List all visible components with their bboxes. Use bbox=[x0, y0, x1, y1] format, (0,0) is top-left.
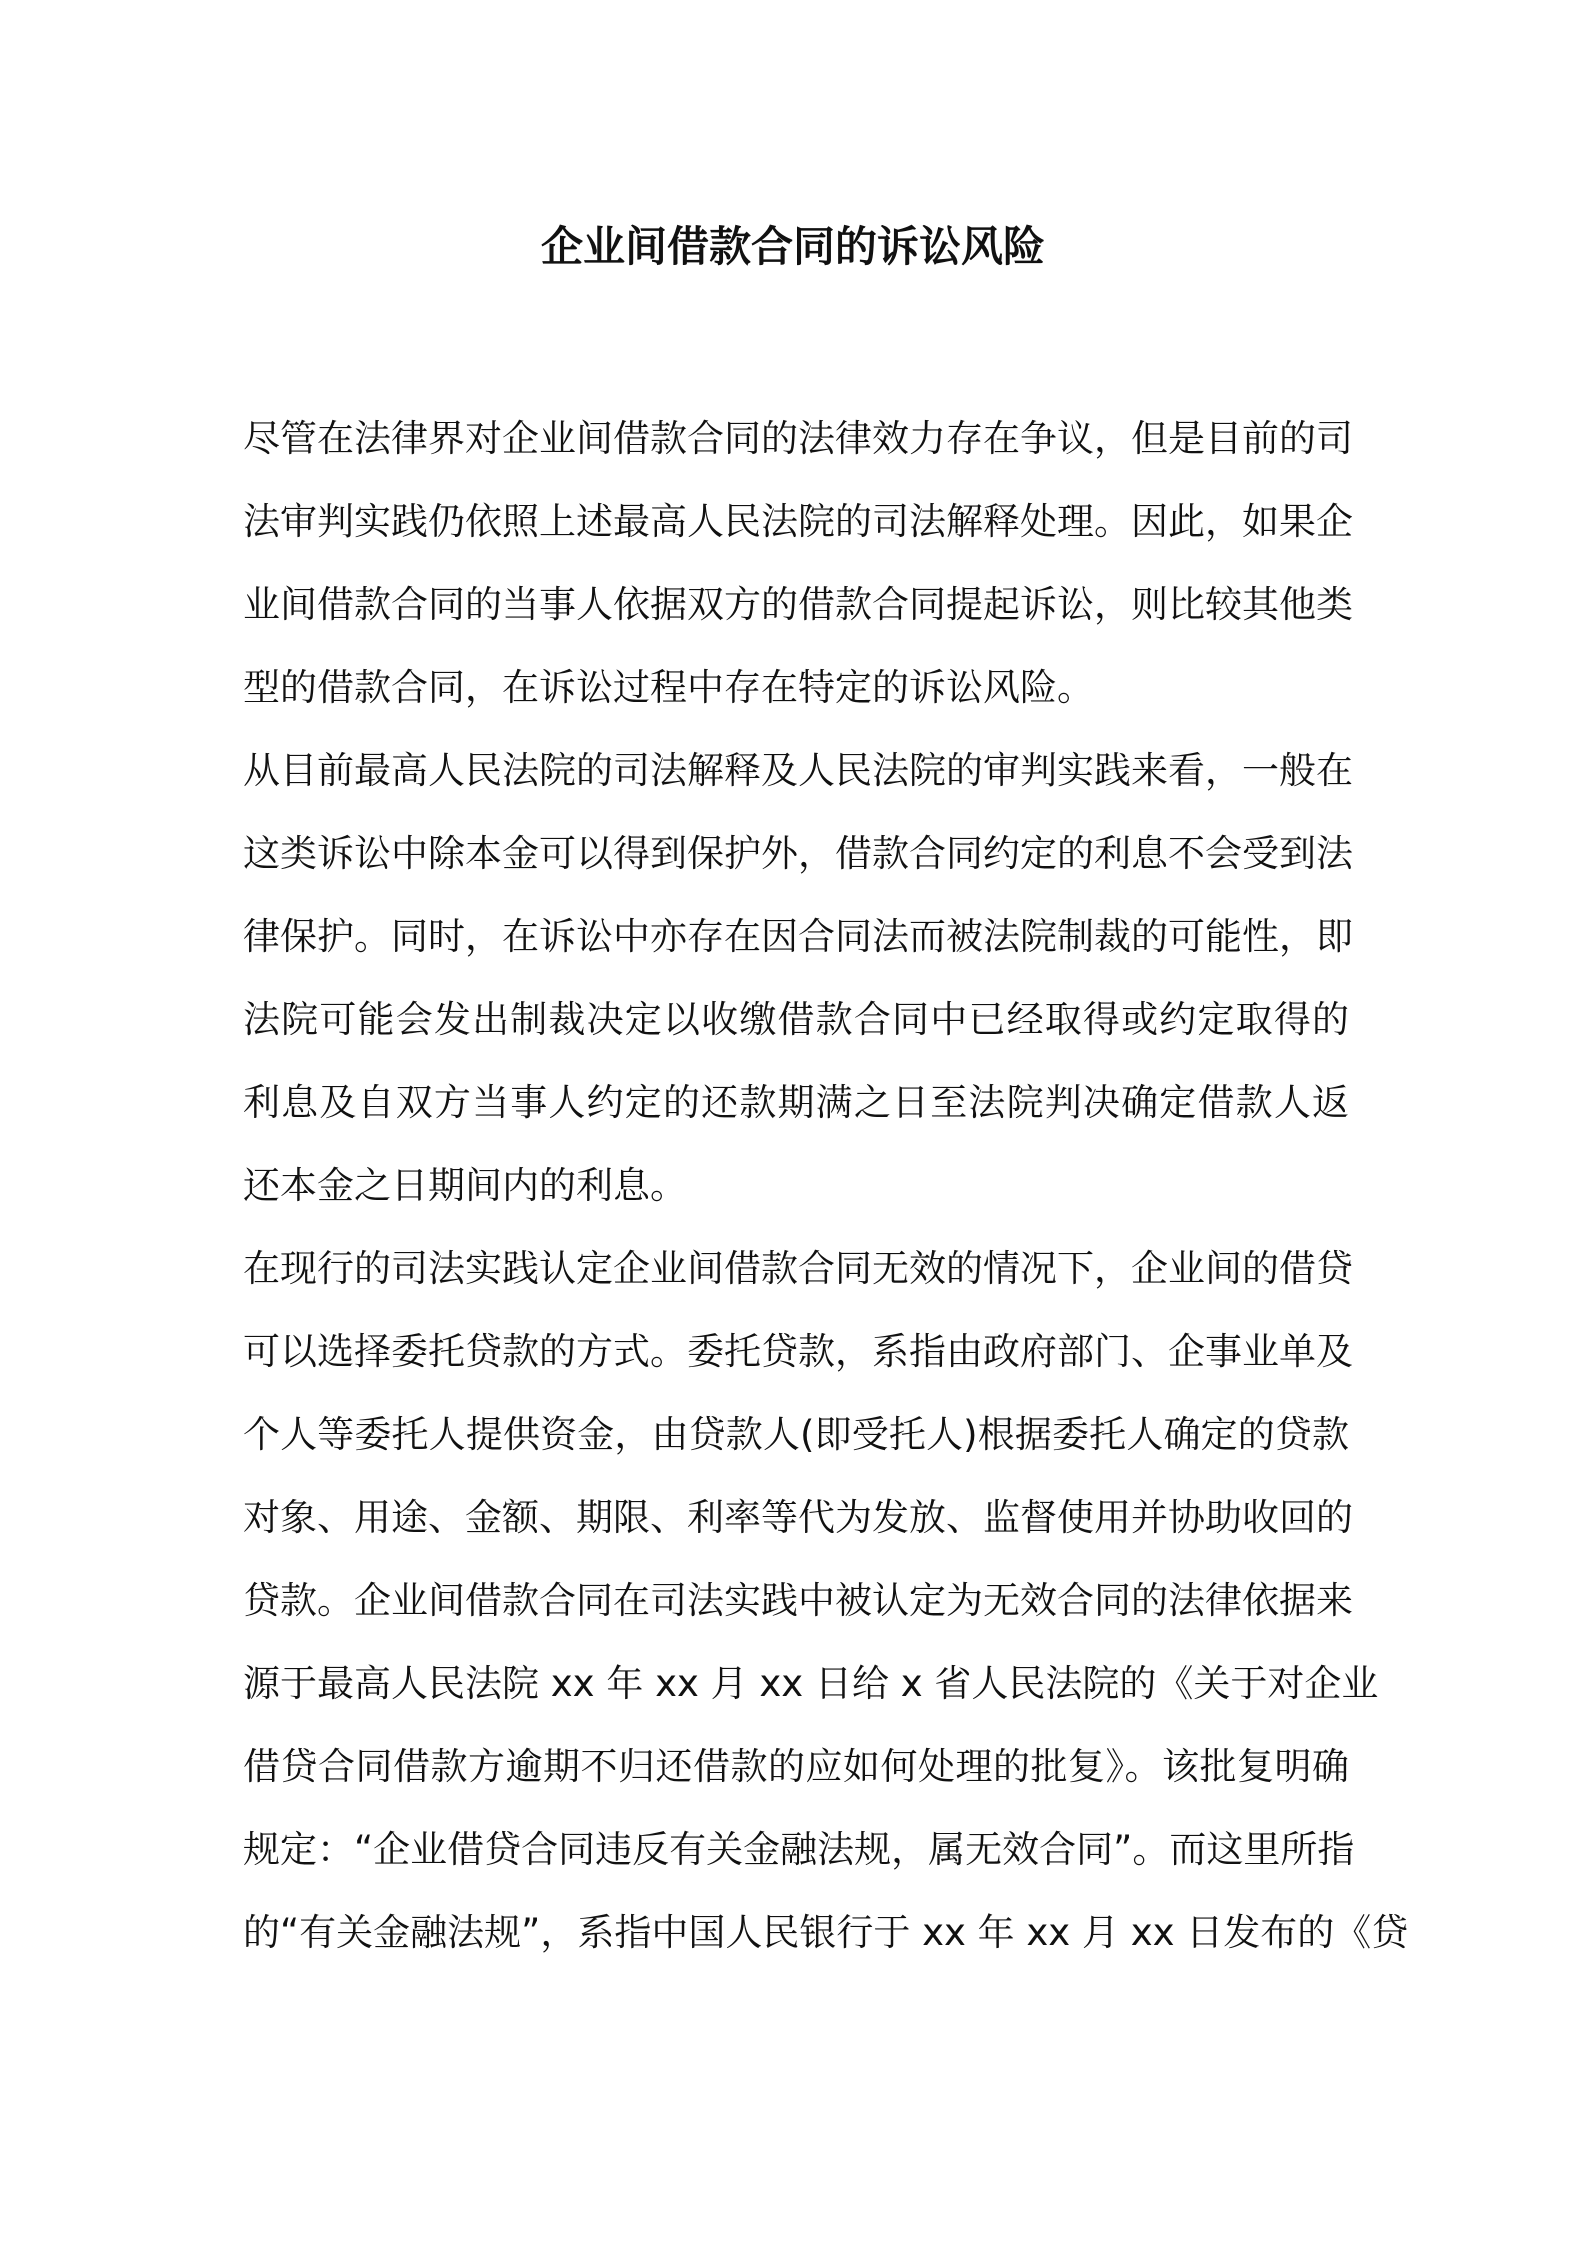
text-line: 对象、用途、金额、期限、利率等代为发放、监督使用并协助收回的 bbox=[243, 1496, 1353, 1539]
text-line: 法院可能会发出制裁决定以收缴借款合同中已经取得或约定取得的 bbox=[243, 998, 1349, 1041]
text-line: 个人等委托人提供资金，由贷款人(即受托人)根据委托人确定的贷款 bbox=[243, 1413, 1349, 1456]
text-line: 可以选择委托贷款的方式。委托贷款，系指由政府部门、企事业单及 bbox=[243, 1330, 1353, 1373]
text-line: 的“有关金融法规”，系指中国人民银行于 xx 年 xx 月 xx 日发布的《贷 bbox=[243, 1911, 1409, 1954]
document-title: 企业间借款合同的诉讼风险 bbox=[540, 222, 1045, 271]
text-line: 贷款。企业间借款合同在司法实践中被认定为无效合同的法律依据来 bbox=[243, 1579, 1353, 1622]
text-line: 规定：“企业借贷合同违反有关金融法规，属无效合同”。而这里所指 bbox=[243, 1828, 1355, 1871]
text-line: 型的借款合同，在诉讼过程中存在特定的诉讼风险。 bbox=[243, 666, 1094, 709]
text-line: 从目前最高人民法院的司法解释及人民法院的审判实践来看，一般在 bbox=[243, 749, 1353, 792]
text-line: 源于最高人民法院 xx 年 xx 月 xx 日给 x 省人民法院的《关于对企业 bbox=[243, 1662, 1379, 1705]
text-line: 借贷合同借款方逾期不归还借款的应如何处理的批复》。该批复明确 bbox=[243, 1745, 1349, 1788]
text-line: 还本金之日期间内的利息。 bbox=[243, 1164, 687, 1207]
paragraph bbox=[243, 1227, 1409, 1974]
text-line: 律保护。同时，在诉讼中亦存在因合同法而被法院制裁的可能性，即 bbox=[243, 915, 1353, 958]
text-line: 法审判实践仍依照上述最高人民法院的司法解释处理。因此，如果企 bbox=[243, 500, 1353, 543]
text-line: 这类诉讼中除本金可以得到保护外，借款合同约定的利息不会受到法 bbox=[243, 832, 1353, 875]
text-line: 业间借款合同的当事人依据双方的借款合同提起诉讼，则比较其他类 bbox=[243, 583, 1353, 626]
text-line: 尽管在法律界对企业间借款合同的法律效力存在争议，但是目前的司 bbox=[243, 417, 1353, 460]
document-body bbox=[243, 397, 1409, 1974]
paragraph bbox=[243, 729, 1353, 1227]
paragraph bbox=[243, 397, 1353, 729]
text-line: 利息及自双方当事人约定的还款期满之日至法院判决确定借款人返 bbox=[243, 1081, 1349, 1124]
text-line: 在现行的司法实践认定企业间借款合同无效的情况下，企业间的借贷 bbox=[243, 1247, 1353, 1290]
